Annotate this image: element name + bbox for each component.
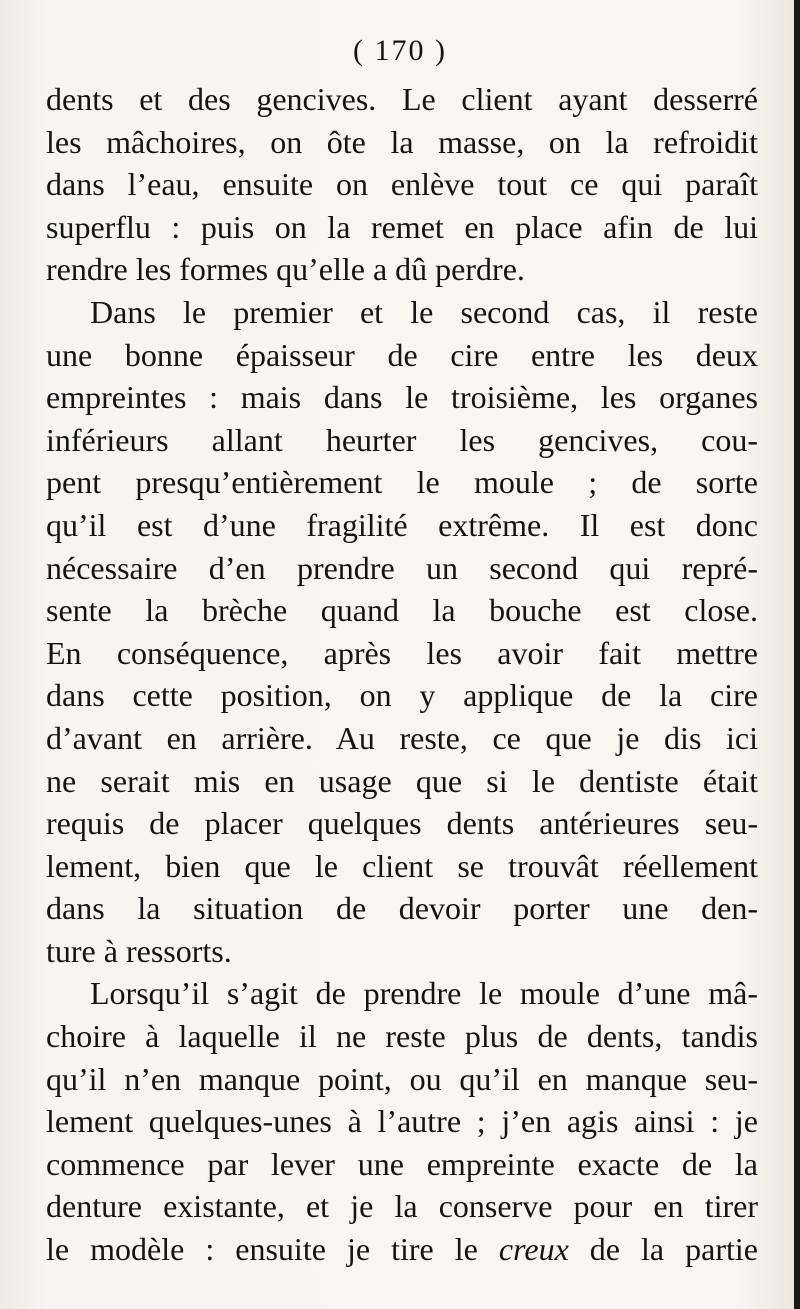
text-line: sente la brèche quand la bouche est close. [46, 592, 758, 629]
text-line: Dans le premier et le second cas, il reste [90, 293, 758, 330]
text-line: requis de placer quelques dents antérieures seu- [46, 805, 758, 842]
text-line: dans la situation de devoir porter une den- [46, 890, 758, 927]
body-text [46, 78, 758, 1271]
text-line: commence par lever une empreinte exacte de la [46, 1145, 758, 1182]
text-line: ture à ressorts. [46, 932, 232, 969]
page-number: ( 170 ) [353, 34, 447, 67]
text-line: rendre les formes qu’elle a dû perdre. [46, 251, 525, 288]
text-line: qu’il est d’une fragilité extrême. Il est donc [46, 506, 758, 543]
text-line: une bonne épaisseur de cire entre les deux [46, 336, 758, 373]
text-line: les mâchoires, on ôte la masse, on la refroidit [46, 123, 758, 160]
text-line: pent presqu’entièrement le moule ; de sorte [46, 464, 758, 501]
text-line: nécessaire d’en prendre un second qui repré- [46, 549, 758, 586]
text-line: d’avant en arrière. Au reste, ce que je dis ici [46, 719, 758, 756]
text-line: lement quelques-unes à l’autre ; j’en agis ainsi : je [46, 1103, 758, 1140]
text-line: ne serait mis en usage que si le dentiste était [46, 762, 758, 799]
text-line: dans l’eau, ensuite on enlève tout ce qui paraît [46, 166, 758, 203]
text-line: dans cette position, on y applique de la cire [46, 677, 758, 714]
text-line: Lorsqu’il s’agit de prendre le moule d’une mâ- [90, 975, 758, 1012]
text-line: dents et des gencives. Le client ayant desserré [46, 81, 758, 117]
text-line: denture existante, et je la conserve pour en tirer [46, 1188, 758, 1225]
final-line-after: de la partie [568, 1231, 758, 1268]
text-line: qu’il n’en manque point, ou qu’il en manque seu- [46, 1060, 758, 1097]
text-line: choire à laquelle il ne reste plus de dents, tandis [46, 1018, 758, 1055]
final-line-before: le modèle : ensuite je tire le [46, 1231, 499, 1268]
text-line: inférieurs allant heurter les gencives, cou- [46, 421, 758, 458]
text-line: En conséquence, après les avoir fait mettre [46, 634, 758, 671]
text-line: superflu : puis on la remet en place afin de lui [46, 208, 758, 245]
text-line: lement, bien que le client se trouvât réellement [46, 847, 758, 884]
italic-word-creux: creux [498, 1231, 569, 1268]
text-line: empreintes : mais dans le troisième, les organes [46, 379, 758, 416]
text-line-final [46, 1228, 758, 1271]
